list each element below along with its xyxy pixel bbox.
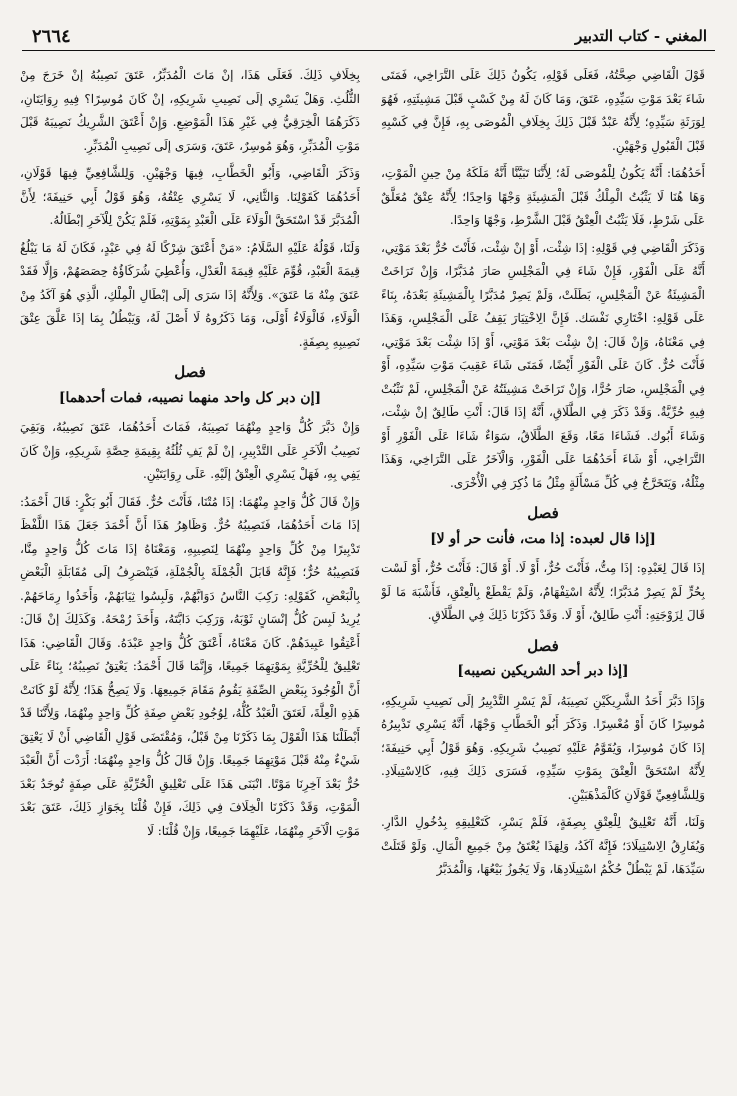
section-title: [إذا دبر أحد الشريكين نصيبه] <box>457 663 629 679</box>
page-number: ٢٦٦٤ <box>32 26 71 47</box>
paragraph: وَإِذَا دَبَّرَ أَحَدُ الشَّرِيكَيْنِ نَصِيبَهُ، لَمْ يَسْرِ التَّدْبِيرُ إلَى نَصِيبِ شَرِيكِهِ، مُوسِرًا كَانَ أَوْ مُعْسِرًا. وَذَكَرَ أَبُو الْخَطَّابِ وَجْهًا، أَنَّهُ يَسْرِي تَدْبِيرُهُ إذَا كَانَ مُوسِرًا، وَيُقَوَّمُ عَلَيْهِ نَصِيبُ شَرِيكِهِ. وَهُوَ قَوْلُ أَبِي حَنِيفَةَ؛ لِأَنَّهُ اسْتَحَقَّ الْعِتْقَ بِمَوْتِ سَيِّدِهِ، فَسَرَى ذَلِكَ فِيهِ، كَالِاسْتِيلَادِ. وَلِلشَّافِعِيِّ قَوْلَانِ كَالْمَذْهَبَيْنِ. <box>381 693 705 802</box>
paragraph: وَإِنْ قَالَ كُلُّ وَاحِدٍ مِنْهُمَا: إذَا مُتْنَا، فَأَنْتَ حُرٌّ. فَقَالَ أَبُو بَكْرٍ: قَالَ أَحْمَدُ: إذَا مَاتَ أَحَدُهُمَا، فَنَصِيبُهُ حُرٌّ. وَظَاهِرُ هَذَا أَنَّ أَحْمَدَ جَعَلَ هَذَا اللَّفْظَ تَدْبِيرًا مِنْ كُلِّ وَاحِدٍ مِنْهُمَا لِنَصِيبِهِ، وَمَعْنَاهُ إذَا مَاتَ كُلُّ وَاحِدٍ مِنَّا، فَنَصِيبُهُ حُرٌّ؛ فَإِنَّهُ قَابَلَ الْجُمْلَةَ بِالْجُمْلَةِ، فَيَنْصَرِفُ إلَى مُقَابَلَةِ الْبَعْضِ بِالْبَعْضِ، كَقَوْلِهِ: رَكِبَ النَّاسُ دَوَابَّهُمْ، وَلَبِسُوا ثِيَابَهُمْ، وَأَخَذُوا رِمَاحَهُمْ. يُرِيدُ لَبِسَ كُلُّ إنْسَانٍ ثَوْبَهُ، وَرَكِبَ دَابَّتَهُ، وَأَخَذَ رُمْحَهُ. وَكَذَلِكَ إنْ قَالَ: أَعْتِقُوا عَبِيدَهُمْ. كَانَ مَعْنَاهُ، أَعْتَقَ كُلُّ وَاحِدٍ عَبْدَهُ. وَقَالَ الْقَاضِي: هَذَا تَعْلِيقٌ لِلْحُرِّيَّةِ بِمَوْتِهِمَا جَمِيعًا، وَإِنَّمَا قَالَ أَحْمَدُ: يَعْتِقُ نَصِيبُهُ؛ بِنَاءً عَلَى أَنَّ الْوُجُودَ بِبَعْضِ الصِّفَةِ يَقُومُ مَقَامَ جَمِيعِهَا. وَلَا يَصِحُّ هَذَا؛ لِأَنَّهُ لَوْ كَانَتْ هَذِهِ الْعِلَّةَ، لَعَتَقَ الْعَبْدُ كُلُّهُ، لِوُجُودِ بَعْضِ صِفَةِ كُلِّ وَاحِدٍ مِنْهُمَا، وَلِأَنَّنَا قَدْ أَبْطَلْنَا هَذَا الْقَوْلَ بِمَا ذَكَرْنَا مِنْ قَبْلُ، وَمُقْتَضَى قَوْلِ الْقَاضِي أَنْ لَا يَعْتِقَ شَيْءٌ مِنْهُ قَبْلَ مَوْتِهِمَا جَمِيعًا. وَإِنْ قَالَ كُلُّ وَاحِدٍ مِنْهُمَا: أَرَدْت أَنَّ الْعَبْدَ حُرٌّ بَعْدَ آخِرِنَا مَوْتًا. انْبَنَى هَذَا عَلَى تَعْلِيقِ الْحُرِّيَّةِ عَلَى صِفَةٍ تُوجَدُ بَعْدَ الْمَوْتِ، وَقَدْ ذَكَرْنَا الْخِلَافَ فِي ذَلِكَ، فَإِنْ قُلْنَا بِجَوَازِ ذَلِكَ، عَتَقَ بَعْدَ مَوْتِ الْآخَرِ مِنْهُمَا، عَلَيْهِمَا جَمِيعًا، وَإِنْ قُلْنَا: لَا <box>20 494 360 838</box>
page-header <box>22 26 715 51</box>
right-column <box>381 64 705 1069</box>
paragraph: وَلَنَا، قَوْلُهُ عَلَيْهِ السَّلَامُ: «مَنْ أَعْتَقَ شِرْكًا لَهُ فِي عَبْدٍ، فَكَانَ لَهُ مَا يَبْلُغُ قِيمَةَ الْعَبْدِ، قُوِّمَ عَلَيْهِ قِيمَةَ الْعَدْلِ، وَأُعْطِيَ شُرَكَاؤُهُ حِصَصَهُمْ، وَإِلَّا فَقَدْ عَتَقَ مِنْهُ مَا عَتَقَ». وَلِأَنَّهُ إذَا سَرَى إلَى إبْطَالِ الْمِلْكِ، الَّذِي هُوَ آكَدُ مِنْ الْوَلَاءِ، فَالْوَلَاءُ أَوْلَى، وَمَا ذَكَرُوهُ لَا أَصْلَ لَهُ، وَيَبْطُلُ بِمَا إذَا عَلَّقَ عِتْقَ نَصِيبِهِ بِصِفَةٍ. <box>20 240 360 349</box>
paragraph: بِخِلَافِ ذَلِكَ. فَعَلَى هَذَا، إنْ مَاتَ الْمُدَبِّرُ، عَتَقَ نَصِيبُهُ إنْ خَرَجَ مِنْ الثُّلُثِ. وَهَلْ يَسْرِي إلَى نَصِيبِ شَرِيكِهِ، إنْ كَانَ مُوسِرًا؟ فِيهِ رِوَايَتَانِ، ذَكَرَهُمَا الْخِرَقِيُّ فِي غَيْرِ هَذَا الْمَوْضِعِ. وَإِنْ أَعْتَقَ الشَّرِيكُ نَصِيبَهُ قَبْلَ مَوْتِ الْمُدَبِّرِ، وَهُوَ مُوسِرٌ، عَتَقَ، وَسَرَى إلَى نَصِيبِ الْمُدَبِّرِ. <box>20 68 360 153</box>
paragraph: قَوْلَ الْقَاضِي صِحَّتُهُ، فَعَلَى قَوْلِهِ، يَكُونُ ذَلِكَ عَلَى التَّرَاخِي، فَمَتَى شَاءَ بَعْدَ مَوْتِ سَيِّدِهِ، عَتَقَ، وَمَا كَانَ لَهُ مِنْ كَسْبٍ قَبْلَ مَشِيئَتِهِ، فَهُوَ لِوَرَثَةِ سَيِّدِهِ؛ لِأَنَّهُ عَبْدٌ قَبْلَ ذَلِكَ بِخِلَافِ الْمُوصَى بِهِ، فَإِنَّ فِي كَسْبِهِ قَبْلَ الْقَبُولِ وَجْهَيْنِ. <box>381 68 705 153</box>
paragraph: وَذَكَرَ الْقَاضِي، وَأَبُو الْخَطَّابِ، فِيهَا وَجْهَيْنِ. وَلِلشَّافِعِيِّ فِيهَا قَوْلَانِ، أَحَدُهُمَا كَقَوْلِنَا. وَالثَّانِي، لَا يَسْرِي عِتْقُهُ، وَهُوَ قَوْلُ أَبِي حَنِيفَةَ؛ لِأَنَّ الْمُدَبَّرَ قَدْ اسْتَحَقَّ الْوَلَاءَ عَلَى الْعَبْدِ بِمَوْتِهِ، فَلَمْ يَكُنْ لِلْآخَرِ إبْطَالُهُ. <box>20 166 360 227</box>
section-title: [إن دبر كل واحد منهما نصيبه، فمات أحدهما] <box>58 389 322 406</box>
paragraph: إذَا قَالَ لِعَبْدِهِ: إذَا مِتُّ، فَأَنْتَ حُرٌّ، أَوْ لَا. أَوْ قَالَ: فَأَنْتَ حُرٌّ، أَوْ لَسْت بِحُرٍّ لَمْ يَصِرْ مُدَبَّرًا؛ لِأَنَّهُ اسْتِفْهَامٌ، وَلَمْ يَقْطَعْ بِالْعِتْقِ، فَأَشْبَهَ مَا لَوْ قَالَ لِزَوْجَتِهِ: أَنْتِ طَالِقٌ، أَوْ لَا. وَقَدْ ذَكَرْنَا ذَلِكَ فِي الطَّلَاقِ. <box>381 561 705 622</box>
paragraph: وَلَنَا، أَنَّهُ تَعْلِيقٌ لِلْعِتْقِ بِصِفَةٍ، فَلَمْ يَسْرِ، كَتَعْلِيقِهِ بِدُخُولِ الدَّارِ. وَيُفَارِقُ الِاسْتِيلَادَ؛ فَإِنَّهُ آكَدُ، وَلِهَذَا يُعْتَقُ مِنْ جَمِيعِ الْمَالِ. وَلَوْ قَتَلَتْ سَيِّدَهَا، لَمْ يَبْطُلْ حُكْمُ اسْتِيلَادِهَا، وَلَا يَجُوزُ بَيْعُهَا، وَالْمُدَبَّرُ <box>381 815 705 876</box>
section-title: [إذا قال لعبده: إذا مت، فأنت حر أو لا] <box>430 530 656 547</box>
paragraph: وَإِنْ دَبَّرَ كُلُّ وَاحِدٍ مِنْهُمَا نَصِيبَهُ، فَمَاتَ أَحَدُهُمَا، عَتَقَ نَصِيبُهُ، وَبَقِيَ نَصِيبُ الْآخَرِ عَلَى التَّدْبِيرِ، إنْ لَمْ يَفِ ثُلُثُهُ بِقِيمَةِ حِصَّةِ شَرِيكِهِ، وَإِنْ كَانَ يَفِي بِهِ، فَهَلْ يَسْرِي الْعِتْقُ إلَيْهِ. عَلَى رِوَايَتَيْنِ. <box>20 420 360 481</box>
paragraph: أَحَدُهُمَا: أَنَّهُ يَكُونُ لِلْمُوصَى لَهُ؛ لِأَنَّنَا تَبَيَّنَّا أَنَّهُ مَلَكَهُ مِنْ حِينِ الْمَوْتِ، وَهَا هُنَا لَا يَثْبُتُ الْمِلْكُ قَبْلَ الْمَشِيئَةِ وَجْهًا وَاحِدًا؛ لِأَنَّهُ عِتْقٌ مُعَلَّقٌ عَلَى شَرْطٍ، فَلَا يَثْبُتُ الْعِتْقُ قَبْلَ الشَّرْطِ، وَجْهًا وَاحِدًا. <box>381 166 705 227</box>
running-title: المغني - كتاب التدبير <box>574 27 707 45</box>
left-column <box>20 64 360 1069</box>
section-label: فصل <box>527 504 559 522</box>
paragraph: وَذَكَرَ الْقَاضِي فِي قَوْلِهِ: إذَا شِئْت، أَوْ إنْ شِئْت، فَأَنْتَ حُرٌّ بَعْدَ مَوْتِي، أَنَّهُ عَلَى الْفَوْرِ، فَإِنْ شَاءَ فِي الْمَجْلِسِ صَارَ مُدَبَّرًا، وَإِنْ تَرَاخَتْ الْمَشِيئَةُ عَنْ الْمَجْلِسِ، بَطَلَتْ، وَلَمْ يَصِرْ مُدَبَّرًا بِالْمَشِيئَةِ بَعْدَهُ، بِنَاءً عَلَى قَوْلِهِ: اخْتَارِي نَفْسَك. فَإِنَّ الِاخْتِيَارَ يَقِفُ عَلَى الْمَجْلِسِ، وَهَذَا فِي مَعْنَاهُ، وَإِنْ قَالَ: إنْ شِئْت بَعْدَ مَوْتِي، أَوْ إذَا شِئْت بَعْدَ مَوْتِي، فَأَنْتَ حُرٌّ. كَانَ عَلَى الْفَوْرِ أَيْضًا، فَمَتَى شَاءَ عَقِيبَ مَوْتِ سَيِّدِهِ، أَوْ فِي الْمَجْلِسِ، صَارَ حُرًّا، وَإِنْ تَرَاخَتْ مَشِيئَتُهُ عَنْ الْمَجْلِسِ، لَمْ تَثْبُتْ فِيهِ حُرِّيَّةٌ. وَقَدْ ذَكَرَ فِي الطَّلَاقِ، أَنَّهُ إذَا قَالَ: أَنْتِ طَالِقٌ إنْ شِئْت، وَشَاءَ أَبُوك. فَشَاءَا مَعًا، وَقَعَ الطَّلَاقُ، سَوَاءٌ شَاءَا عَلَى الْفَوْرِ أَوْ التَّرَاخِي، أَوْ شَاءَ أَحَدُهُمَا عَلَى الْفَوْرِ، وَالْآخَرُ عَلَى التَّرَاخِي، وَهَذَا مِثْلُهُ، وَيَتَخَرَّجُ فِي كُلِّ مَسْأَلَةٍ مِثْلُ مَا ذُكِرَ فِي الْأُخْرَى. <box>381 240 705 490</box>
section-label: فصل <box>174 363 206 381</box>
section-label: فصل <box>527 636 559 655</box>
